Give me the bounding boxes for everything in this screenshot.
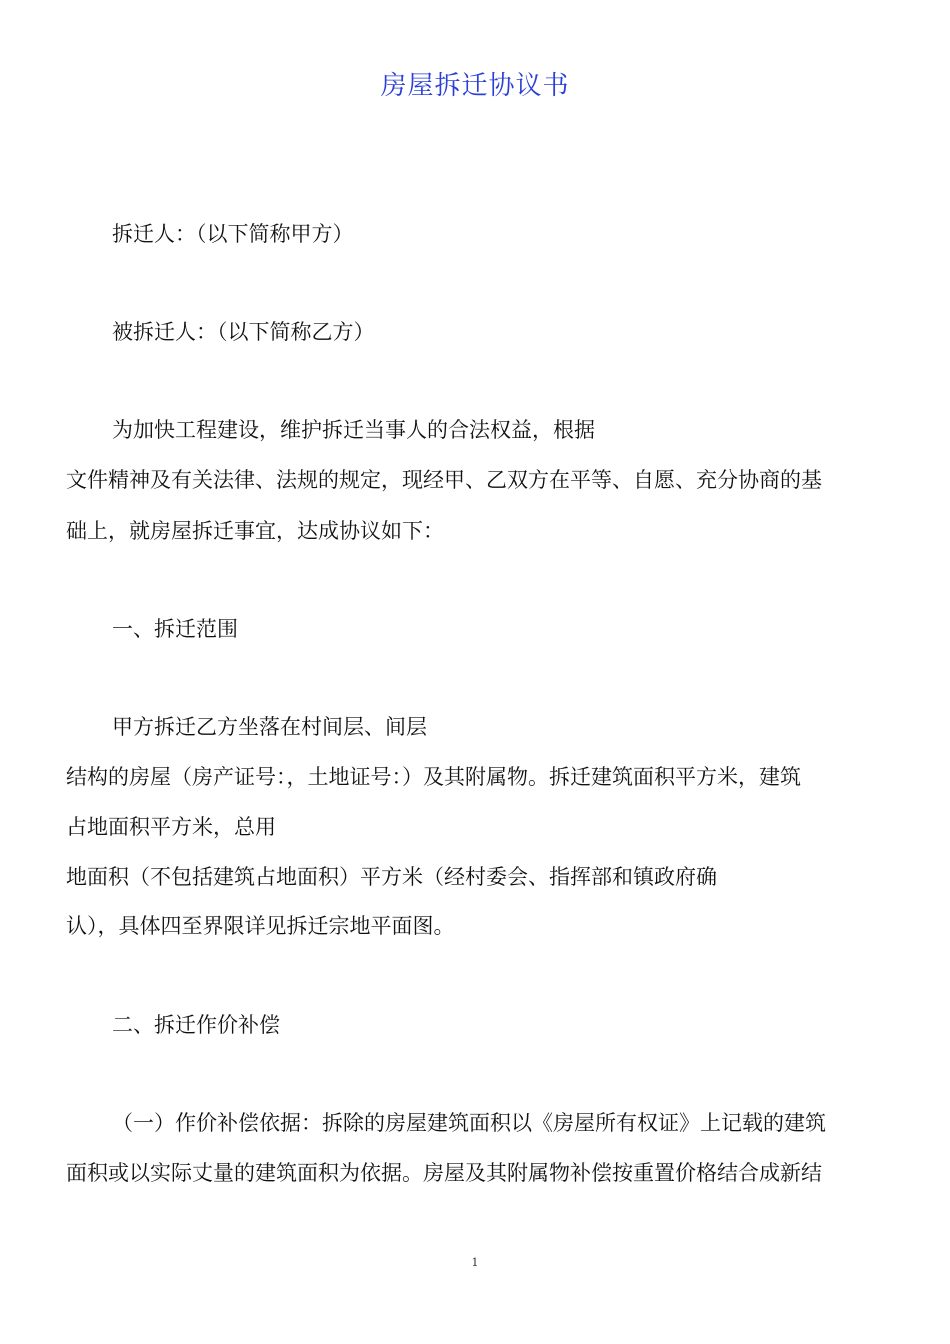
demolisher-line: 拆迁人：（以下简称甲方） [112,222,354,246]
demolished-party-line: 被拆迁人：（以下简称乙方） [112,320,375,344]
section-1-line-5: 认），具体四至界限详见拆迁宗地平面图。 [66,914,455,938]
section-2-line-1: （一）作价补偿依据：拆除的房屋建筑面积以《房屋所有权证》上记载的建筑 [112,1111,826,1135]
section-1-heading: 一、拆迁范围 [112,617,238,641]
document-title: 房屋拆迁协议书 [380,71,570,101]
section-1-line-4: 地面积（不包括建筑占地面积）平方米（经村委会、指挥部和镇政府确 [66,865,717,889]
preamble-line-3: 础上，就房屋拆迁事宜，达成协议如下： [66,519,444,543]
section-1-line-2: 结构的房屋（房产证号：，土地证号：）及其附属物。拆迁建筑面积平方米，建筑 [66,765,801,789]
section-2-heading: 二、拆迁作价补偿 [112,1013,280,1037]
section-2-line-2: 面积或以实际丈量的建筑面积为依据。房屋及其附属物补偿按重置价格结合成新结 [66,1161,822,1185]
page-number: 1 [471,1256,479,1269]
preamble-line-1: 为加快工程建设，维护拆迁当事人的合法权益，根据 [112,418,595,442]
section-1-line-1: 甲方拆迁乙方坐落在村间层、间层 [112,715,427,739]
preamble-line-2: 文件精神及有关法律、法规的规定，现经甲、乙双方在平等、自愿、充分协商的基 [66,468,822,492]
section-1-line-3: 占地面积平方米，总用 [66,815,276,839]
